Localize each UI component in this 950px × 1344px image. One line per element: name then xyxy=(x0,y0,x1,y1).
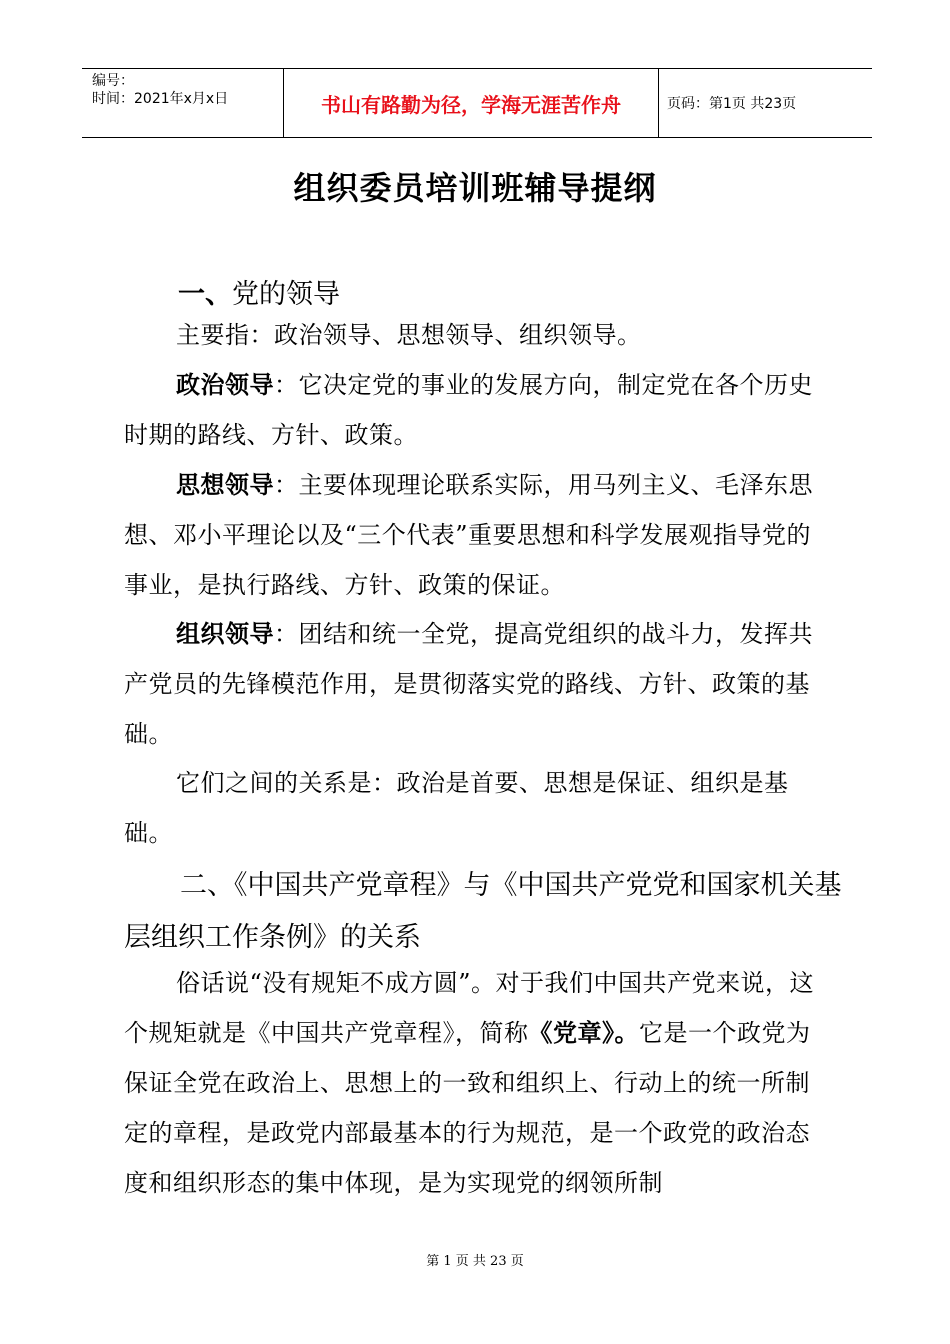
political-text: ：它决定党的事业的发展方向，制定党在各个历史时期的路线、方针、政策。 xyxy=(124,371,813,449)
political-paragraph xyxy=(124,360,832,460)
section1-heading-text: 党的领导 xyxy=(232,279,340,310)
organizational-label: 组织领导 xyxy=(176,620,274,648)
relation-paragraph xyxy=(124,758,832,858)
organizational-paragraph xyxy=(124,609,832,759)
time-label: 时间：2021年x月x日 xyxy=(92,91,229,107)
section1-intro xyxy=(124,310,832,360)
section2-text-bold: 《党章》。 xyxy=(528,1019,639,1047)
section2-text-b: 它是一个政党为保证全党在政治上、思想上的一致和组织上、行动上的统一所制定的章程，是政党内部最基本的行为规范，是一个政党的政治态度和组织形态的集中体现，是为实现党的纲领所制 xyxy=(124,1019,811,1197)
section2-paragraph xyxy=(124,958,832,1208)
section1-heading xyxy=(178,272,340,311)
ideological-label: 思想领导 xyxy=(176,471,274,499)
section2-heading xyxy=(124,860,844,964)
header-motto: 书山有路勤为径，学海无涯苦作舟 xyxy=(284,69,659,137)
section1-heading-num: 一、 xyxy=(178,279,232,310)
ideological-text: ：主要体现理论联系实际，用马列主义、毛泽东思想、邓小平理论以及“三个代表”重要思想和科学发展观指导党的事业，是执行路线、方针、政策的保证。 xyxy=(124,471,813,599)
section2-heading-text: 二、《中国共产党章程》与《中国共产党党和国家机关基层组织工作条例》的关系 xyxy=(124,870,842,953)
relation-text: 它们之间的关系是：政治是首要、思想是保证、组织是基础。 xyxy=(124,769,789,847)
political-label: 政治领导 xyxy=(176,371,274,399)
document-header xyxy=(82,68,872,138)
number-label: 编号： xyxy=(92,73,134,89)
ideological-paragraph xyxy=(124,460,832,610)
section2-text-a: 俗话说“没有规矩不成方圆”。对于我们中国共产党来说，这个规矩就是《中国共产党章程》，简称 xyxy=(124,969,815,1047)
header-meta xyxy=(82,69,284,137)
document-title: 组织委员培训班辅导提纲 xyxy=(293,169,657,207)
organizational-text: ：团结和统一全党，提高党组织的战斗力，发挥共产党员的先锋模范作用，是贯彻落实党的路线、方针、政策的基础。 xyxy=(124,620,813,748)
intro-text: 主要指：政治领导、思想领导、组织领导。 xyxy=(176,321,642,349)
header-page-info: 页码：第1页 共23页 xyxy=(667,96,797,112)
page-footer: 第 1 页 共 23 页 xyxy=(426,1254,524,1269)
